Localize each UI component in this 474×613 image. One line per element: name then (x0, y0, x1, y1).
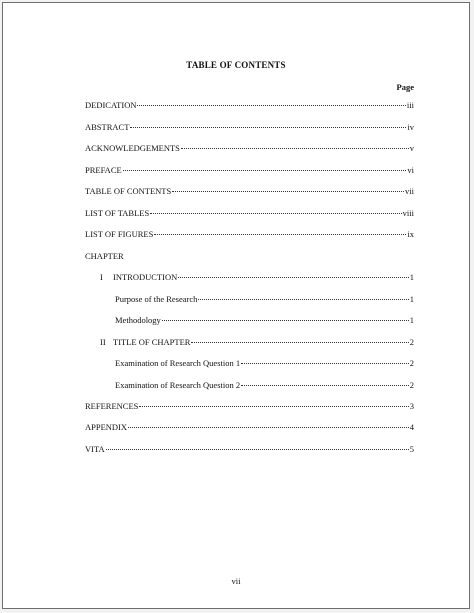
dot-leader (106, 449, 409, 450)
toc-entry-page: 1 (409, 315, 414, 325)
footer-page-number: vii (231, 576, 241, 586)
toc-entry-label: Examination of Research Question 2 (115, 380, 241, 390)
toc-entry-page: 2 (409, 337, 414, 347)
dot-leader (241, 385, 409, 386)
toc-entry-page: 4 (409, 422, 414, 432)
toc-entry-label: ACKNOWLEDGEMENTS (85, 143, 180, 153)
toc-entry-label: TITLE OF CHAPTER (113, 337, 191, 347)
toc-entry-label: LIST OF FIGURES (85, 229, 154, 239)
toc-entry-page: iii (406, 100, 414, 110)
toc-entry-list-of-figures (85, 229, 414, 240)
toc-entry-label: Purpose of the Research (115, 294, 198, 304)
toc-chapter-introduction (113, 272, 414, 283)
toc-entry-label: APPENDIX (85, 422, 128, 432)
toc-chapter-title (113, 337, 414, 348)
toc-entry-page: 2 (409, 380, 414, 390)
dot-leader (137, 105, 405, 106)
chapter-numeral: I (100, 272, 103, 282)
toc-section-question-2 (115, 380, 414, 391)
toc-entry-references (85, 401, 414, 412)
toc-entry-page: 1 (409, 272, 414, 282)
toc-entry-label: TABLE OF CONTENTS (85, 186, 172, 196)
toc-entry-page: 2 (409, 358, 414, 368)
toc-entry-label: Methodology (115, 315, 161, 325)
dot-leader (198, 299, 408, 300)
toc-entry-dedication (85, 100, 414, 111)
dot-leader (130, 127, 406, 128)
toc-entry-list-of-tables (85, 208, 414, 219)
toc-entry-page: 3 (409, 401, 414, 411)
toc-entry-label: Examination of Research Question 1 (115, 358, 241, 368)
toc-entry-appendix (85, 422, 414, 433)
dot-leader (241, 363, 409, 364)
toc-entry-page: ix (407, 229, 414, 239)
toc-entry-label: INTRODUCTION (113, 272, 178, 282)
dot-leader (181, 148, 409, 149)
page-title: TABLE OF CONTENTS (186, 60, 286, 70)
document-page (2, 2, 470, 609)
toc-entry-page: 5 (409, 444, 414, 454)
toc-entry-label: VITA (85, 444, 105, 454)
toc-entry-label: DEDICATION (85, 100, 137, 110)
toc-entry-label: REFERENCES (85, 401, 139, 411)
chapter-heading: CHAPTER (85, 251, 124, 261)
toc-entry-page: 1 (409, 294, 414, 304)
toc-entry-page: viii (402, 208, 414, 218)
toc-entry-label: ABSTRACT (85, 122, 130, 132)
toc-section-methodology (115, 315, 414, 326)
toc-entry-acknowledgements (85, 143, 414, 154)
toc-section-question-1 (115, 358, 414, 369)
dot-leader (150, 213, 401, 214)
dot-leader (178, 277, 409, 278)
page-column-header: Page (396, 82, 414, 92)
toc-entry-label: PREFACE (85, 165, 122, 175)
toc-entry-table-of-contents (85, 186, 414, 197)
chapter-numeral: II (100, 337, 106, 347)
dot-leader (154, 234, 406, 235)
dot-leader (172, 191, 404, 192)
toc-entry-abstract (85, 122, 414, 133)
toc-section-purpose (115, 294, 414, 305)
toc-entry-preface (85, 165, 414, 176)
toc-entry-vita (85, 444, 414, 455)
dot-leader (162, 320, 409, 321)
toc-entry-page: iv (407, 122, 414, 132)
dot-leader (191, 342, 408, 343)
toc-entry-page: vii (405, 186, 414, 196)
toc-entry-page: vi (407, 165, 414, 175)
dot-leader (123, 170, 407, 171)
toc-entry-page: v (409, 143, 414, 153)
dot-leader (128, 427, 409, 428)
toc-entry-label: LIST OF TABLES (85, 208, 150, 218)
dot-leader (139, 406, 408, 407)
